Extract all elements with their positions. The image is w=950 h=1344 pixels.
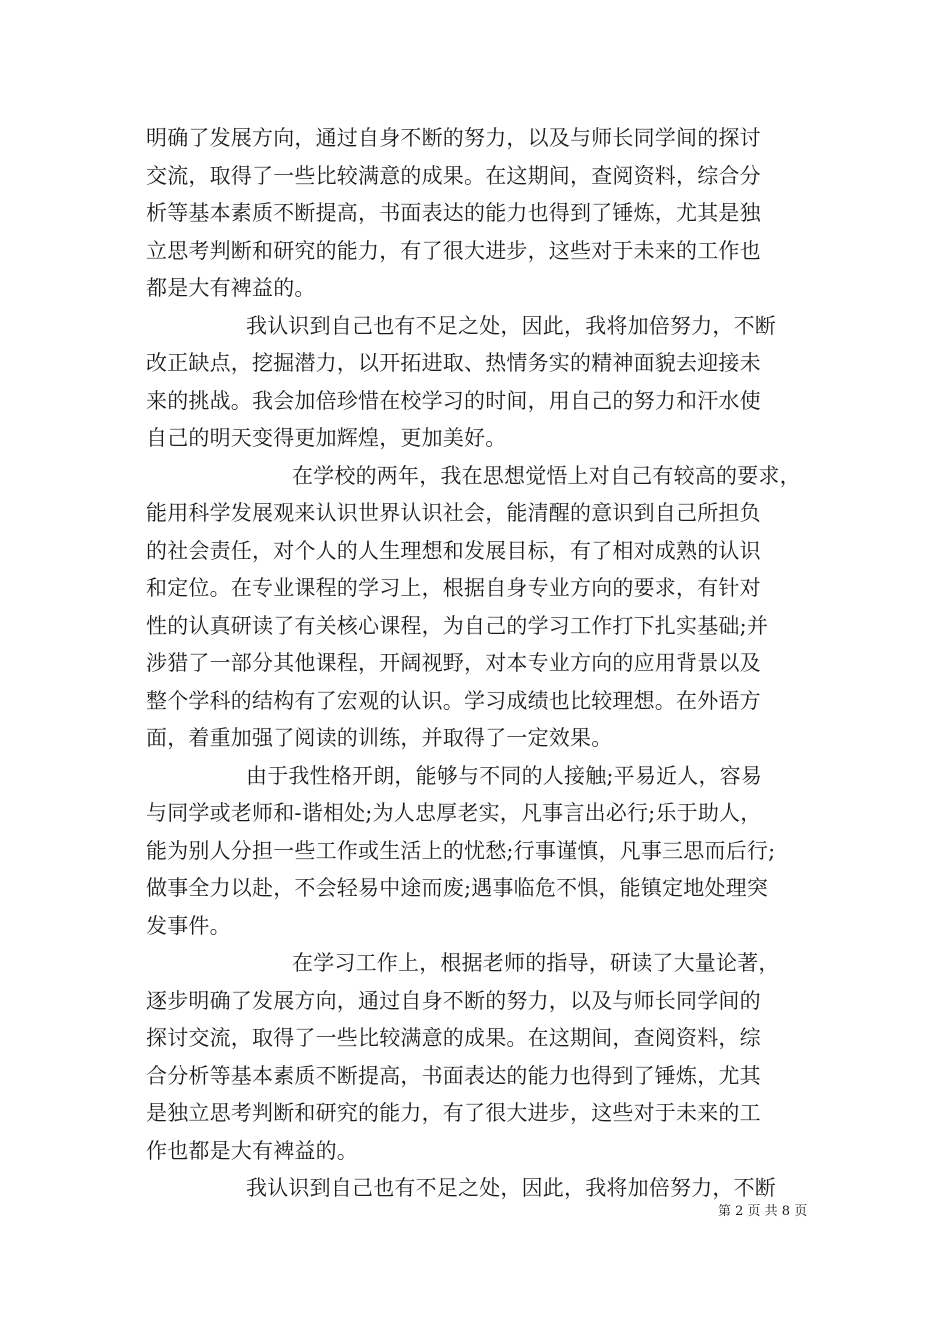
text-line: 涉猎了一部分其他课程，开阔视野，对本专业方向的应用背景以及 bbox=[146, 651, 761, 675]
text-line: 自己的明天变得更加辉煌，更加美好。 bbox=[146, 426, 507, 450]
page-indicator: 第 2 页 共 8 页 bbox=[718, 1204, 808, 1219]
text-line: 发事件。 bbox=[146, 914, 231, 938]
text-line: 析等基本素质不断提高，书面表达的能力也得到了锤炼，尤其是独 bbox=[146, 201, 761, 225]
text-line: 都是大有裨益的。 bbox=[146, 276, 316, 300]
text-line: 交流，取得了一些比较满意的成果。在这期间，查阅资料，综合分 bbox=[146, 164, 761, 188]
paragraph-start-line: 我认识到自己也有不足之处，因此，我将加倍努力，不断 bbox=[246, 1176, 776, 1200]
text-line: 作也都是大有裨益的。 bbox=[146, 1139, 358, 1163]
paragraph-start-line: 我认识到自己也有不足之处，因此，我将加倍努力，不断 bbox=[246, 314, 776, 338]
text-line: 是独立思考判断和研究的能力，有了很大进步，这些对于未来的工 bbox=[146, 1101, 761, 1125]
text-line: 探讨交流，取得了一些比较满意的成果。在这期间，查阅资料，综 bbox=[146, 1026, 761, 1050]
text-line: 做事全力以赴，不会轻易中途而废;遇事临危不惧，能镇定地处理突 bbox=[146, 876, 769, 900]
text-line: 和定位。在专业课程的学习上，根据自身专业方向的要求，有针对 bbox=[146, 576, 761, 600]
text-line: 的社会责任，对个人的人生理想和发展目标，有了相对成熟的认识 bbox=[146, 539, 761, 563]
text-line: 与同学或老师和-谐相处;为人忠厚老实，凡事言出必行;乐于助人， bbox=[146, 801, 762, 825]
paragraph-start-line: 在学习工作上，根据老师的指导，研读了大量论著， bbox=[292, 951, 780, 975]
text-line: 改正缺点，挖掘潜力，以开拓进取、热情务实的精神面貌去迎接未 bbox=[146, 351, 761, 375]
paragraph-start-line: 在学校的两年，我在思想觉悟上对自己有较高的要求， bbox=[292, 464, 801, 488]
text-line: 立思考判断和研究的能力，有了很大进步，这些对于未来的工作也 bbox=[146, 239, 761, 263]
paragraph-start-line: 由于我性格开朗，能够与不同的人接触;平易近人，容易 bbox=[246, 764, 763, 788]
text-line: 面，着重加强了阅读的训练，并取得了一定效果。 bbox=[146, 726, 613, 750]
text-line: 能用科学发展观来认识世界认识社会，能清醒的意识到自己所担负 bbox=[146, 501, 761, 525]
text-line: 合分析等基本素质不断提高，书面表达的能力也得到了锤炼，尤其 bbox=[146, 1064, 761, 1088]
text-line: 性的认真研读了有关核心课程，为自己的学习工作打下扎实基础;并 bbox=[146, 614, 769, 638]
text-line: 来的挑战。我会加倍珍惜在校学习的时间，用自己的努力和汗水使 bbox=[146, 389, 761, 413]
text-line: 能为别人分担一些工作或生活上的忧愁;行事谨慎，凡事三思而后行; bbox=[146, 839, 776, 863]
text-line: 整个学科的结构有了宏观的认识。学习成绩也比较理想。在外语方 bbox=[146, 689, 761, 713]
text-line: 逐步明确了发展方向，通过自身不断的努力，以及与师长同学间的 bbox=[146, 989, 761, 1013]
text-line: 明确了发展方向，通过自身不断的努力，以及与师长同学间的探讨 bbox=[146, 126, 761, 150]
